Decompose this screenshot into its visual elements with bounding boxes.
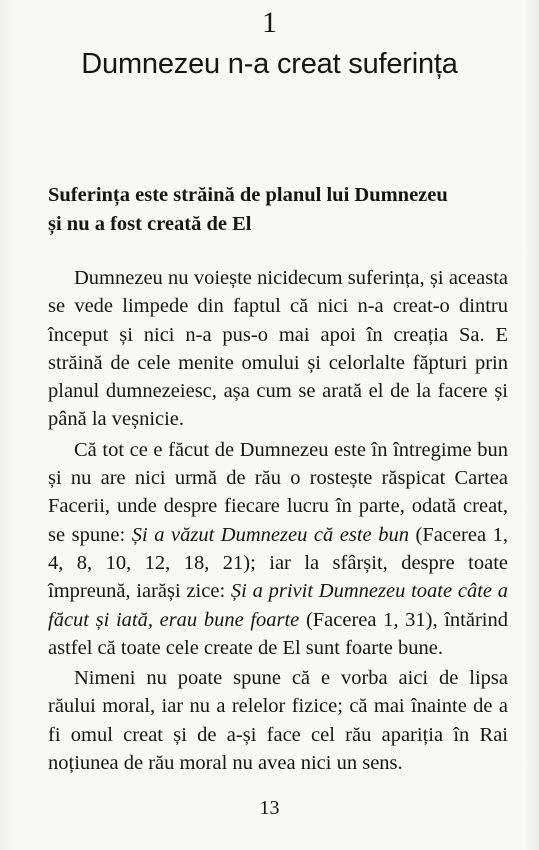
section-heading	[48, 181, 508, 239]
paragraph-3	[48, 664, 508, 777]
paragraph-1-text: Dumnezeu nu voiește nicidecum suferința, și aceasta se vede limpede din faptul că nici n-a creat-o dintru început și nici n-a pus-o mai apoi în creația Sa. E străină de cele menite omului și celorlalte făpturi prin planul dumnezeiesc, așa cum se arată el de la facere și până la veșnicie.	[48, 267, 508, 431]
scripture-quote-1: Și a văzut Dumnezeu că este bun	[131, 523, 409, 546]
paragraph-3-text: Nimeni nu poate spune că e vorba aici de lipsa răului moral, iar nu a relelor fizice; că mai înainte de a fi omul creat și de a-și face cel rău apariția în Rai noțiunea de rău moral nu avea nici un sens.	[48, 667, 508, 775]
paragraph-1	[48, 264, 508, 434]
chapter-title: Dumnezeu n-a creat suferința	[81, 48, 458, 80]
body-text	[48, 264, 508, 779]
paragraph-2-text-b: (Facerea 1, 4, 8, 10, 12, 18, 21); iar la sfârșit, despre toate împreună, iarăși zice:	[48, 523, 508, 603]
paragraph-2-text-c: (Facerea 1, 31), întărind astfel că toate cele create de El sunt foarte bune.	[48, 608, 509, 659]
chapter-number: 1	[262, 6, 277, 39]
paragraph-2	[48, 436, 508, 662]
page-number: 13	[259, 797, 280, 819]
scripture-quote-2: Și a privit Dumnezeu toate câte a făcut și iată, erau bune foarte	[48, 580, 508, 631]
paragraph-2-text-a: Că tot ce e făcut de Dumnezeu este în întregime bun și nu are nici urmă de rău o rostește răspicat Cartea Facerii, unde despre fiecare lucru în parte, odată creat, se spune:	[48, 438, 508, 546]
section-heading-line-1: Suferința este străină de planul lui Dumnezeu	[48, 184, 448, 206]
section-heading-line-2: și nu a fost creată de El	[48, 213, 252, 235]
